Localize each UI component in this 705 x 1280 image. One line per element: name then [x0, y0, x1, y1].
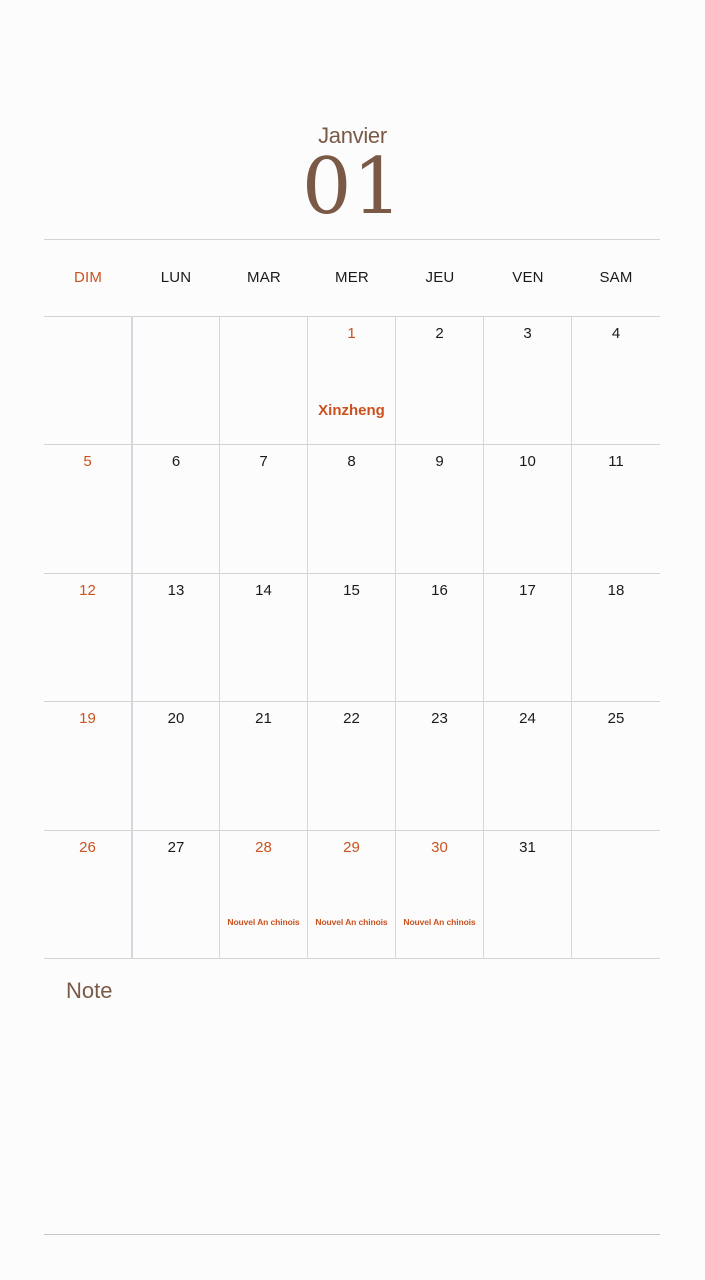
event-label: Nouvel An chinois	[227, 916, 300, 927]
empty-day-cell	[572, 831, 660, 959]
day-cell[interactable]	[308, 702, 396, 830]
day-number: 7	[259, 453, 268, 471]
day-cell[interactable]	[396, 574, 484, 702]
day-cell[interactable]	[572, 702, 660, 830]
day-number: 5	[83, 453, 92, 471]
day-number: 27	[167, 838, 185, 856]
note-bottom-divider	[44, 1234, 660, 1235]
calendar-grid	[44, 317, 660, 959]
day-cell[interactable]	[132, 831, 220, 959]
day-cell[interactable]	[220, 831, 308, 959]
day-number: 10	[519, 453, 536, 471]
event-label: Xinzheng	[318, 402, 385, 419]
day-cell[interactable]	[132, 445, 220, 573]
empty-day-cell	[44, 317, 132, 445]
day-number: 30	[431, 838, 448, 856]
day-cell[interactable]	[308, 574, 396, 702]
month-name: Janvier	[318, 123, 387, 148]
day-cell[interactable]	[308, 831, 396, 959]
day-cell[interactable]	[132, 574, 220, 702]
day-cell[interactable]	[396, 702, 484, 830]
weekday-wednesday: MER	[335, 269, 369, 286]
day-cell[interactable]	[220, 702, 308, 830]
day-cell[interactable]	[484, 574, 572, 702]
day-number: 12	[79, 581, 96, 599]
day-cell[interactable]	[484, 445, 572, 573]
weekday-monday: LUN	[160, 269, 192, 286]
day-cell[interactable]	[308, 317, 396, 445]
day-cell[interactable]	[44, 831, 132, 959]
weekday-thursday: JEU	[425, 269, 455, 286]
day-cell[interactable]	[44, 445, 132, 573]
day-number: 8	[347, 453, 356, 471]
weekday-sunday: DIM	[73, 269, 103, 286]
day-number: 24	[519, 710, 536, 728]
day-cell[interactable]	[308, 445, 396, 573]
day-cell[interactable]	[220, 574, 308, 702]
day-cell[interactable]	[572, 574, 660, 702]
day-number: 1	[347, 325, 356, 342]
day-number: 28	[255, 838, 272, 856]
day-number: 23	[431, 710, 448, 728]
empty-day-cell	[220, 317, 308, 445]
day-number: 19	[79, 710, 96, 728]
weekday-tuesday: MAR	[247, 269, 281, 286]
day-cell[interactable]	[484, 831, 572, 959]
day-number: 9	[435, 453, 444, 471]
day-number: 31	[519, 838, 536, 856]
day-cell[interactable]	[572, 445, 660, 573]
day-number: 21	[255, 710, 272, 728]
day-number: 2	[435, 325, 444, 342]
day-cell[interactable]	[220, 445, 308, 573]
day-number: 17	[519, 581, 536, 599]
day-number: 25	[607, 710, 625, 728]
day-cell[interactable]	[396, 317, 484, 445]
day-number: 26	[79, 838, 96, 856]
day-number: 13	[167, 581, 185, 599]
note-label: Note	[66, 978, 113, 1003]
day-cell[interactable]	[396, 445, 484, 573]
day-cell[interactable]	[132, 702, 220, 830]
day-number: 6	[171, 453, 181, 471]
day-number: 3	[523, 325, 532, 342]
event-label: Nouvel An chinois	[315, 916, 388, 927]
day-number: 22	[343, 710, 360, 728]
day-number: 11	[608, 453, 624, 471]
day-number: 14	[255, 581, 272, 599]
day-number: 4	[611, 325, 621, 342]
calendar-header	[0, 122, 705, 232]
day-number: 20	[167, 710, 185, 728]
weekday-saturday: SAM	[599, 269, 633, 286]
weekday-row	[44, 240, 660, 317]
day-cell[interactable]	[44, 702, 132, 830]
event-label: Nouvel An chinois	[403, 916, 476, 927]
day-number: 18	[607, 581, 625, 599]
day-number: 15	[343, 581, 360, 599]
day-cell[interactable]	[396, 831, 484, 959]
day-number: 29	[343, 838, 360, 856]
weekday-friday: VEN	[512, 269, 544, 286]
day-number: 16	[431, 581, 448, 599]
day-cell[interactable]	[44, 574, 132, 702]
day-cell[interactable]	[484, 317, 572, 445]
day-cell[interactable]	[484, 702, 572, 830]
empty-day-cell	[132, 317, 220, 445]
month-number: 01	[301, 142, 404, 232]
day-cell[interactable]	[572, 317, 660, 445]
